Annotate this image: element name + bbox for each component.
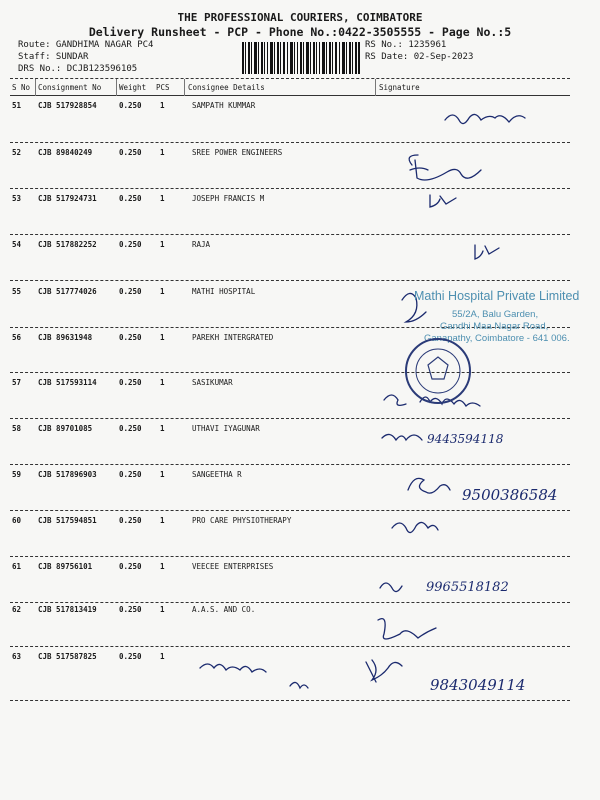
row-consignment: CJB 517813419 xyxy=(38,605,97,614)
row-weight: 0.250 xyxy=(119,470,142,479)
staff-label: Staff: SUNDAR xyxy=(18,52,89,62)
row-consignee: SANGEETHA R xyxy=(192,470,242,479)
rs-number: RS No.: 1235961 xyxy=(365,40,447,50)
row-sno: 62 xyxy=(12,605,22,614)
row-consignment: CJB 89840249 xyxy=(38,148,93,157)
row-consignment: CJB 517593114 xyxy=(38,378,97,387)
stamp-address-2: Gandhi Maa Nagar Road, xyxy=(440,321,549,332)
col-header-pcs: PCS xyxy=(156,83,170,92)
drs-number: DRS No.: DCJB123596105 xyxy=(18,64,138,74)
row-pcs: 1 xyxy=(160,148,165,157)
row-pcs: 1 xyxy=(160,470,165,479)
route-label: Route: GANDHIMA NAGAR PC4 xyxy=(18,40,154,50)
row-pcs: 1 xyxy=(160,287,165,296)
signature-mark xyxy=(382,434,422,440)
row-consignment: CJB 517928854 xyxy=(38,101,97,110)
row-weight: 0.250 xyxy=(119,148,142,157)
row-sno: 55 xyxy=(12,287,22,296)
handwritten-phone-1: 9443594118 xyxy=(427,432,504,446)
signature-mark xyxy=(380,583,402,592)
row-pcs: 1 xyxy=(160,378,165,387)
row-sno: 61 xyxy=(12,562,22,571)
stamp-address-3: Ganapathy, Coimbatore - 641 006. xyxy=(424,333,570,344)
stamp-address-1: 55/2A, Balu Garden, xyxy=(452,309,539,320)
row-weight: 0.250 xyxy=(119,605,142,614)
company-title: THE PROFESSIONAL COURIERS, COIMBATORE xyxy=(177,11,423,24)
row-consignee: A.A.S. AND CO. xyxy=(192,605,256,614)
row-sno: 59 xyxy=(12,470,22,479)
col-header-signature: Signature xyxy=(379,83,420,92)
row-sno: 56 xyxy=(12,333,22,342)
signature-mark xyxy=(430,195,456,207)
signature-mark xyxy=(408,478,450,493)
row-sno: 54 xyxy=(12,240,22,249)
row-pcs: 1 xyxy=(160,652,165,661)
row-sno: 53 xyxy=(12,194,22,203)
rs-date: RS Date: 02-Sep-2023 xyxy=(365,52,474,62)
row-consignment: CJB 89756101 xyxy=(38,562,93,571)
row-pcs: 1 xyxy=(160,516,165,525)
row-weight: 0.250 xyxy=(119,652,142,661)
signature-mark xyxy=(378,619,436,639)
row-consignee: PRO CARE PHYSIOTHERAPY xyxy=(192,516,292,525)
stamp-hospital-name: Mathi Hospital Private Limited xyxy=(414,289,580,303)
signature-mark xyxy=(475,245,499,259)
row-sno: 58 xyxy=(12,424,22,433)
signature-mark xyxy=(445,114,525,123)
row-weight: 0.250 xyxy=(119,240,142,249)
signature-mark xyxy=(392,522,438,532)
row-consignment: CJB 517882252 xyxy=(38,240,97,249)
row-sno: 57 xyxy=(12,378,22,387)
col-header-consignee: Consignee Details xyxy=(188,83,265,92)
row-consignee: SASIKUMAR xyxy=(192,378,233,387)
row-sno: 51 xyxy=(12,101,22,110)
row-sno: 63 xyxy=(12,652,22,661)
row-pcs: 1 xyxy=(160,562,165,571)
handwritten-phone-4: 9843049114 xyxy=(430,676,526,694)
row-weight: 0.250 xyxy=(119,333,142,342)
row-pcs: 1 xyxy=(160,333,165,342)
col-header-consignment: Consignment No xyxy=(38,83,102,92)
handwritten-phone-2: 9500386584 xyxy=(462,486,558,504)
row-consignment: CJB 517774026 xyxy=(38,287,97,296)
row-consignee: JOSEPH FRANCIS M xyxy=(192,194,265,203)
row-consignee: PAREKH INTERGRATED xyxy=(192,333,274,342)
signature-mark xyxy=(366,660,402,682)
round-seal xyxy=(402,335,474,407)
signature-mark xyxy=(409,155,481,180)
col-header-sno: S No xyxy=(12,83,31,92)
row-consignee: SAMPATH KUMMAR xyxy=(192,101,256,110)
row-consignee: RAJA xyxy=(192,240,211,249)
row-consignee: SREE POWER ENGINEERS xyxy=(192,148,283,157)
row-sno: 60 xyxy=(12,516,22,525)
row-consignment: CJB 517924731 xyxy=(38,194,97,203)
row-sno: 52 xyxy=(12,148,22,157)
row-pcs: 1 xyxy=(160,605,165,614)
row-weight: 0.250 xyxy=(119,194,142,203)
signature-mark xyxy=(200,664,308,688)
row-consignment: CJB 89701085 xyxy=(38,424,93,433)
row-weight: 0.250 xyxy=(119,562,142,571)
row-consignee: VEECEE ENTERPRISES xyxy=(192,562,274,571)
row-consignee: UTHAVI IYAGUNAR xyxy=(192,424,260,433)
row-consignee: MATHI HOSPITAL xyxy=(192,287,256,296)
runsheet-subtitle: Delivery Runsheet - PCP - Phone No.:0422-3505555 - Page No.:5 xyxy=(88,25,512,39)
row-consignment: CJB 517896903 xyxy=(38,470,97,479)
handwritten-phone-3: 9965518182 xyxy=(426,580,509,595)
row-consignment: CJB 89631948 xyxy=(38,333,93,342)
row-weight: 0.250 xyxy=(119,101,142,110)
row-pcs: 1 xyxy=(160,240,165,249)
row-weight: 0.250 xyxy=(119,516,142,525)
row-weight: 0.250 xyxy=(119,287,142,296)
row-pcs: 1 xyxy=(160,101,165,110)
row-weight: 0.250 xyxy=(119,424,142,433)
col-header-weight: Weight xyxy=(119,83,147,92)
row-consignment: CJB 517594851 xyxy=(38,516,97,525)
row-pcs: 1 xyxy=(160,424,165,433)
row-pcs: 1 xyxy=(160,194,165,203)
row-consignment: CJB 517587825 xyxy=(38,652,97,661)
row-weight: 0.250 xyxy=(119,378,142,387)
